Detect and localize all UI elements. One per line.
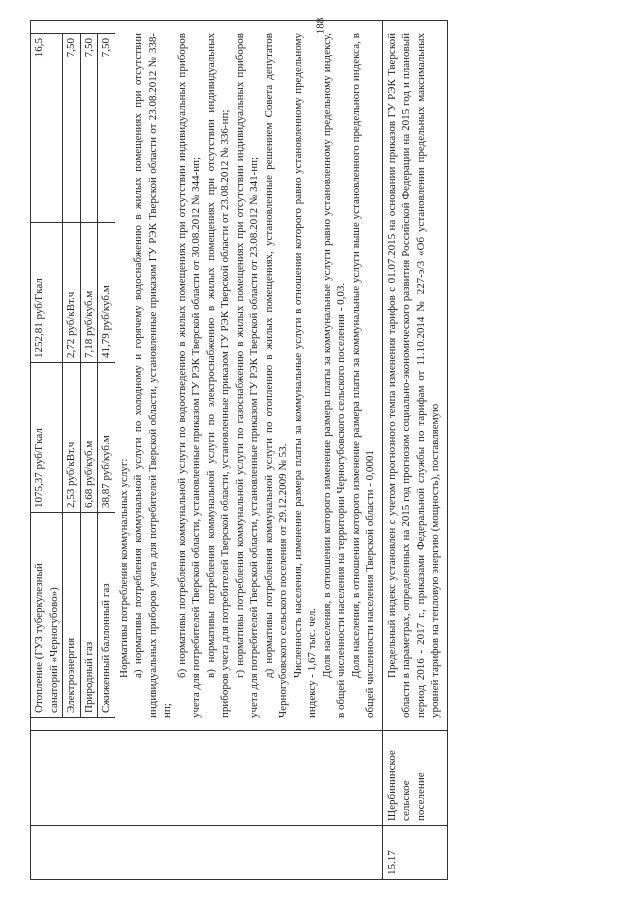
normative-g: г) нормативы потребления коммунальной услуги по газоснабжению в жилых помещениях при отсутствии индивидуальных приборов учета для потребителей Тверской области, установленные приказом ГУ РЭК Тверской области от 23.08.2012 № 341-нп; [233, 33, 261, 718]
tariff-service: Электроэнергия [63, 512, 80, 717]
row-content [31, 17, 382, 730]
tariff-service: Сжиженный баллонный газ [98, 512, 115, 717]
tariff-after: 2,72 руб/кВт.ч [63, 222, 80, 362]
tariff-row [98, 34, 115, 717]
tariff-before: 2,53 руб/кВт.ч [63, 362, 80, 512]
row-number-cell: 15.17 [383, 825, 447, 880]
document-table [30, 17, 590, 880]
normative-a: а) нормативы потребления коммунальной услуги по холодному и горячему водоснабжению в жилых помещениях при отсутствии индивидуальных приборов учета для потребителей Тверской области, установленные приказом ГУ РЭК Тверской области от 23.08.2012 № 338-нп; [132, 33, 174, 718]
tariff-before: 6,68 руб/куб.м [81, 362, 98, 512]
normatives-heading: Нормативы потребления коммунальных услуг: [117, 458, 130, 678]
tariff-after: 7,18 руб/куб.м [81, 222, 98, 362]
tariff-before: 1075,37 руб/Гкал [31, 362, 62, 512]
index-text [383, 21, 447, 730]
tariff-before: 38,87 руб/куб.м [98, 362, 115, 512]
tariff-service: Природный газ [81, 512, 98, 717]
tariff-table [31, 33, 115, 718]
normative-v: в) нормативы потребления коммунальной услуги по электроснабжению в жилых помещениях при отсутствии индивидуальных приборов учета для потребителей Тверской области, установленные приказом ГУ РЭК Тверской области от 23.08.2012 № 336-нп; [204, 33, 232, 718]
tariff-after: 1252,81 руб/Гкал [31, 222, 62, 362]
tariff-index: 16,5 [33, 38, 45, 58]
row-number-cell [31, 825, 382, 880]
index-paragraph: Предельный индекс установлен с учетом прогнозного темпа изменения тарифов с 01.07.2015 на основании приказов ГУ РЭК Тверской области в параметрах, определенных на 2015 год прогнозом социально-экономического развития Российской Федерации на 2015 год и плановый период 2016 - 2017 г., приказами Федеральной службы по тарифам от 11.10.2014 № 227-э/3 «Об установлении предельных максимальных уровней тарифов на тепловую энергию (мощность), поставляемую [385, 33, 442, 718]
tariff-row [31, 34, 63, 717]
settlement-name-cell: Щербининское сельское поселение [383, 730, 447, 825]
tariff-after: 41,79 руб/куб.м [98, 222, 115, 362]
tariff-index: 7,50 [82, 38, 95, 58]
table-row [30, 17, 383, 880]
share-paragraph-2: Доля населения, в отношении которого изменение размера платы за коммунальные услуги выше установленного предельного индекса, в общей численности населения Тверской области - 0,0001 [349, 33, 377, 718]
page-number: 188 [314, 17, 327, 35]
tariff-row [63, 34, 81, 717]
tariff-index: 7,50 [100, 38, 113, 58]
normative-d: д) нормативы потребления коммунальной услуги по отоплению в жилых помещениях, установленные решением Совета депутатов Черногубовского сельского поселения от 29.12.2009 № 53. [262, 33, 290, 718]
tariff-index: 7,50 [65, 38, 78, 58]
row-content [383, 20, 447, 730]
tariff-service: Отопление (ГУЗ туберкулезный санаторий «Черногубово») [31, 512, 62, 717]
normatives-text [115, 21, 382, 730]
settlement-name-cell [31, 730, 382, 825]
share-paragraph-1: Доля населения, в отношении которого изменение размера платы за коммунальные услуги равно установленному предельному индексу, в общей численности населения на территории Черногубовского сельского поселения - 0,03. [320, 33, 348, 718]
table-row [383, 20, 448, 880]
tariff-row [81, 34, 99, 717]
population-paragraph: Численность населения, изменение размера платы за коммунальные услуги в отношении которого равно установленному предельному индексу - 1,67 тыс. чел. [291, 33, 319, 718]
normative-b: б) нормативы потребления коммунальной услуги по водоотведению в жилых помещениях при отсутствии индивидуальных приборов учета для потребителей Тверской области, установленные приказом ГУ РЭК Тверской области от 30.08.2012 № 344-нп; [175, 33, 203, 718]
